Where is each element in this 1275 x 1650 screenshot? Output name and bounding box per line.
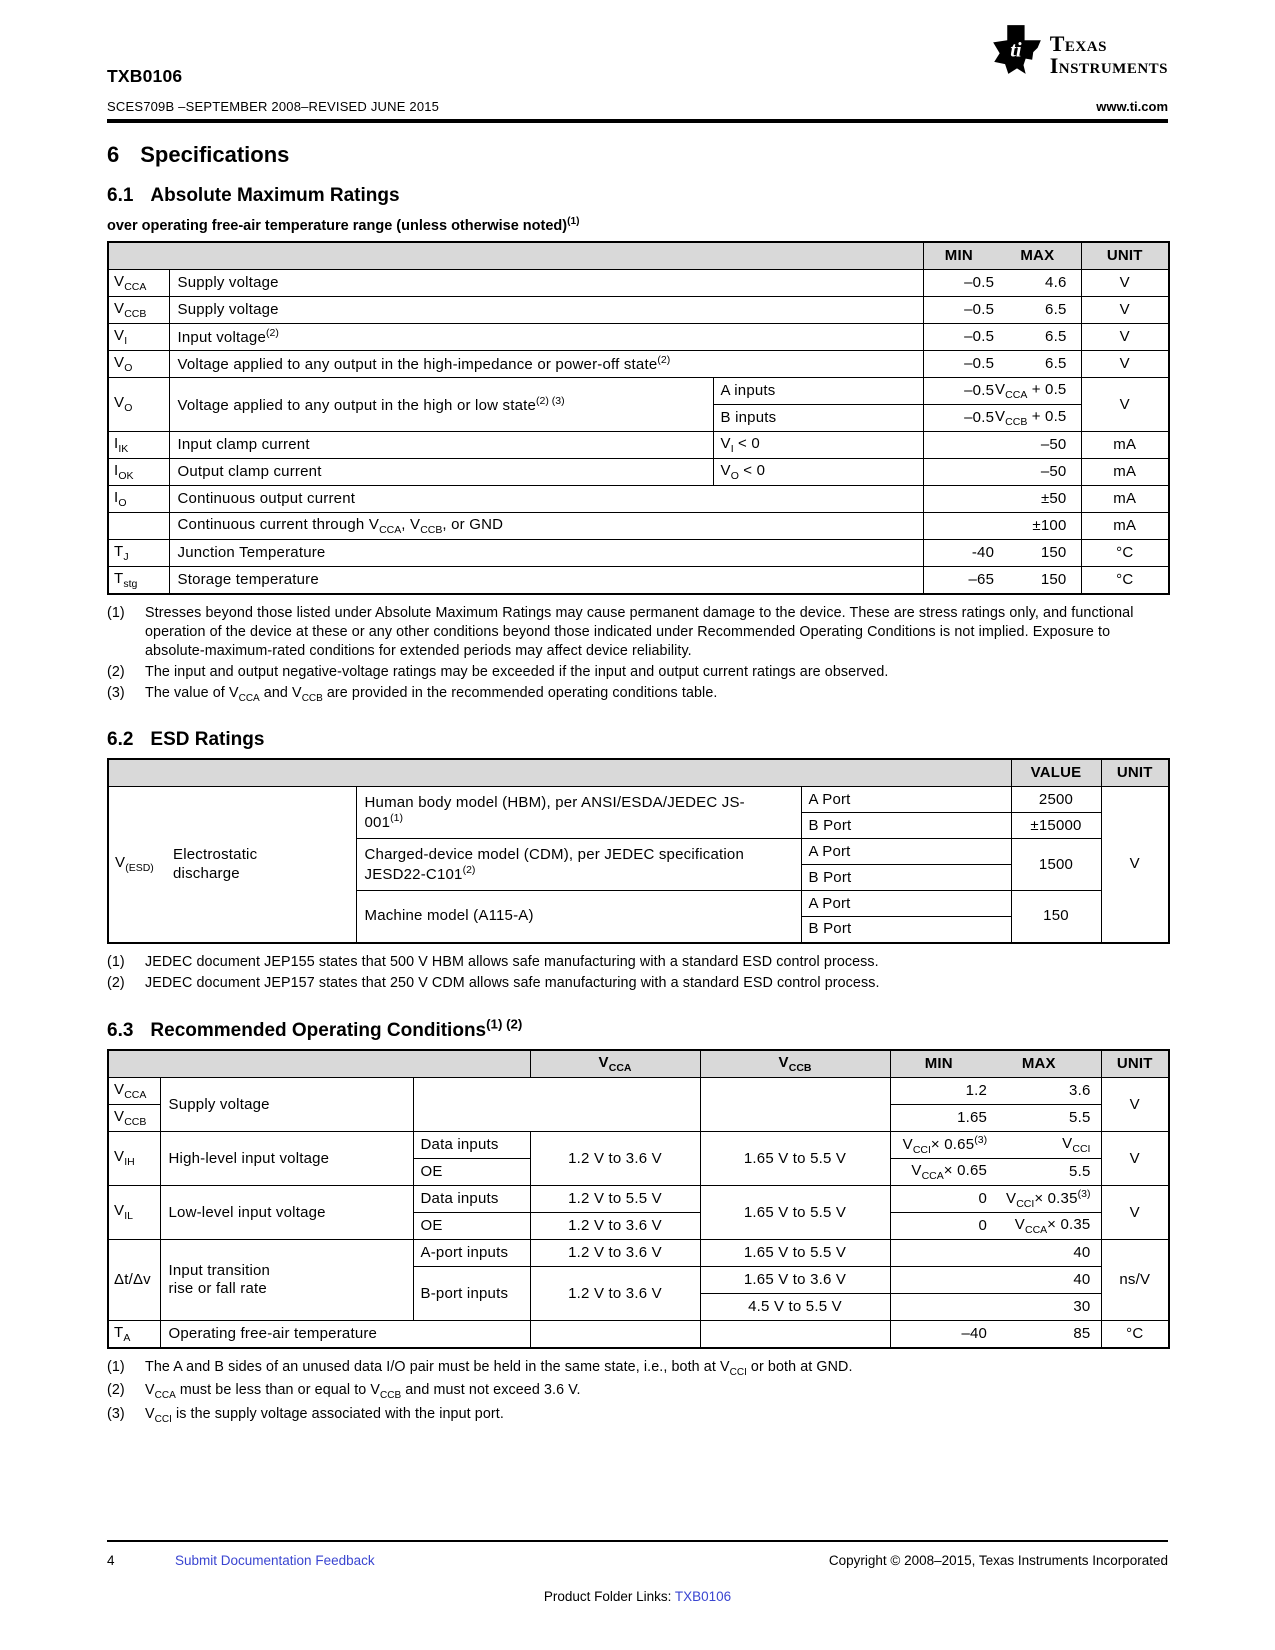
cell-condition: A inputs <box>713 378 923 405</box>
cell-min-max <box>923 270 1081 297</box>
cell-symbol: $V_I$ <box>108 324 169 351</box>
footnote-number: (2) <box>107 974 125 991</box>
cell-condition: OE <box>413 1213 530 1240</box>
ti-logo-line1: Texas <box>1049 31 1107 56</box>
footnote-number: (3) <box>107 1405 125 1422</box>
cell-condition: OE <box>413 1159 530 1186</box>
min-header: MIN <box>944 246 973 264</box>
cell-min-max <box>890 1132 1101 1159</box>
copyright-text: Copyright © 2008–2015, Texas Instruments Incorporated <box>828 1553 1168 1568</box>
cell-condition: $V_O < 0$ <box>713 459 923 486</box>
cell-min-max <box>923 540 1081 567</box>
cell-symbol: $V_{CCB}$ <box>108 1105 160 1132</box>
cell-unit: V <box>1101 1078 1169 1132</box>
footnote <box>107 684 1168 705</box>
section-number: 6.2 <box>107 728 134 750</box>
cell-unit: ns/V <box>1101 1240 1169 1321</box>
cell-min-max <box>923 567 1081 595</box>
cell-min-max <box>923 405 1081 432</box>
cell-parameter: Continuous output current <box>169 486 923 513</box>
table-header-row <box>108 242 1169 270</box>
cell-parameter: Operating free-air temperature <box>160 1321 530 1349</box>
cell-vcca-range: 1.2 V to 3.6 V <box>530 1132 700 1186</box>
cell-vccb-range: 1.65 V to 5.5 V <box>700 1132 890 1186</box>
table-row <box>108 1132 1169 1159</box>
min-header: MIN <box>924 1054 953 1072</box>
cell-unit: mA <box>1081 486 1169 513</box>
cell-unit: °C <box>1101 1321 1169 1349</box>
section-title: Recommended Operating Conditions$^{(1) (2)}$ <box>150 1016 523 1041</box>
cell-unit: V <box>1081 378 1169 432</box>
max-value: 40 <box>1073 1244 1091 1262</box>
cell-parameter: Output clamp current <box>169 459 713 486</box>
min-value: 1.2 <box>965 1082 988 1100</box>
cell-symbol: $I_{OK}$ <box>108 459 169 486</box>
amr-subtitle: over operating free-air temperature range (unless otherwise noted)$^{(1)}$ <box>107 216 580 234</box>
product-folder-prefix: Product Folder Links: <box>543 1589 675 1604</box>
cell-vccb-range <box>700 1078 890 1132</box>
max-value: ±100 <box>1032 517 1067 535</box>
svg-text:ti: ti <box>1009 39 1022 62</box>
cell-vcca-range: 1.2 V to 5.5 V <box>530 1186 700 1213</box>
doc-number-revision: SCES709B –SEPTEMBER 2008–REVISED JUNE 2015 <box>107 99 440 114</box>
submit-documentation-feedback-link[interactable]: Submit Documentation Feedback <box>175 1553 375 1568</box>
footnote-number: (2) <box>107 663 125 680</box>
table-row <box>108 486 1169 513</box>
max-value: $V_{CCI}$ <box>1062 1134 1091 1155</box>
recommended-operating-conditions-table <box>107 1049 1170 1350</box>
header-cell-unit: UNIT <box>1081 242 1169 270</box>
cell-vccb-range: 1.65 V to 5.5 V <box>700 1186 890 1240</box>
cell-symbol: $I_O$ <box>108 486 169 513</box>
cell-unit: V <box>1081 351 1169 378</box>
cell-port: B Port <box>801 865 1011 891</box>
product-folder-line <box>0 1589 1275 1604</box>
section-heading-specifications <box>107 142 1168 168</box>
ti-logo <box>991 24 1168 78</box>
section-heading-recommended-operating-conditions <box>107 1017 1168 1042</box>
cell-min-max <box>890 1213 1101 1240</box>
cell-symbol: $V_{IH}$ <box>108 1132 160 1186</box>
cell-value: ±15000 <box>1011 813 1101 839</box>
min-value: –0.5 <box>964 301 995 319</box>
min-value: $V_{CCI}\times 0.65^{(3)}$ <box>902 1133 988 1156</box>
cell-min-max <box>890 1105 1101 1132</box>
cell-min-max <box>890 1240 1101 1267</box>
cell-min-max <box>923 432 1081 459</box>
cell-vccb-range <box>700 1321 890 1349</box>
cell-parameter: Low-level input voltage <box>160 1186 413 1240</box>
footnote <box>107 604 1168 661</box>
table-row <box>108 540 1169 567</box>
cell-condition: $V_I < 0$ <box>713 432 923 459</box>
min-value: -40 <box>971 544 995 562</box>
cell-condition: B inputs <box>713 405 923 432</box>
footer <box>107 1553 1168 1568</box>
cell-min-max <box>890 1267 1101 1294</box>
cell-min-max <box>923 486 1081 513</box>
cell-symbol: $V_{CCA}$ <box>108 1078 160 1105</box>
cell-vccb-range: 1.65 V to 5.5 V <box>700 1240 890 1267</box>
footnote <box>107 974 1168 993</box>
cell-vccb-range: 1.65 V to 3.6 V <box>700 1267 890 1294</box>
header-cell-value: VALUE <box>1011 759 1101 787</box>
max-value: 5.5 <box>1069 1163 1091 1181</box>
max-value: 30 <box>1073 1298 1091 1316</box>
cell-min-max <box>923 459 1081 486</box>
max-value: 5.5 <box>1069 1109 1091 1127</box>
header-cell-vcca: $V_{CCA}$ <box>530 1050 700 1078</box>
cell-parameter: Supply voltage <box>169 297 923 324</box>
cell-condition: B-port inputs <box>413 1267 530 1321</box>
cell-parameter <box>160 1240 413 1321</box>
cell-min-max <box>890 1186 1101 1213</box>
max-value: $V_{CCB} + 0.5$ <box>994 407 1067 428</box>
cell-symbol: $V_O$ <box>108 351 169 378</box>
cell-unit: mA <box>1081 432 1169 459</box>
website-link[interactable]: www.ti.com <box>1096 99 1168 114</box>
header-rule <box>107 119 1168 123</box>
cell-parameter: Input clamp current <box>169 432 713 459</box>
footnote-text: The input and output negative-voltage ratings may be exceeded if the input and output current ratings are observed. <box>145 663 889 680</box>
cell-symbol: $V_{CCB}$ <box>108 297 169 324</box>
cell-min-max <box>890 1294 1101 1321</box>
min-value: –65 <box>968 571 995 589</box>
roc-footnotes <box>107 1358 1168 1425</box>
product-folder-link[interactable]: TXB0106 <box>674 1589 732 1604</box>
table-row <box>108 567 1169 595</box>
cell-vcca-range: 1.2 V to 3.6 V <box>530 1213 700 1240</box>
part-number: TXB0106 <box>107 66 183 86</box>
cell-unit: V <box>1101 1186 1169 1240</box>
cell-symbol-description <box>108 787 356 943</box>
cell-min-max <box>890 1159 1101 1186</box>
min-value: –0.5 <box>964 328 995 346</box>
cell-parameter: Continuous current through $V_{CCA}$, $V_{CCB}$, or GND <box>169 513 923 540</box>
table-row <box>108 432 1169 459</box>
cell-unit: °C <box>1081 540 1169 567</box>
cell-vcca-range <box>530 1321 700 1349</box>
table-header-row <box>108 759 1169 787</box>
cell-unit: V <box>1101 1132 1169 1186</box>
max-value: $V_{CCA}\times 0.35$ <box>1014 1215 1091 1236</box>
absolute-maximum-ratings-table <box>107 241 1170 596</box>
parameter-line: rise or fall rate <box>168 1280 267 1298</box>
cell-unit: V <box>1101 787 1169 943</box>
cell-min-max <box>923 378 1081 405</box>
section-heading-absolute-maximum-ratings <box>107 185 1168 207</box>
min-value: –0.5 <box>964 409 995 427</box>
footnote-number: (1) <box>107 605 125 622</box>
footnote-text: JEDEC document JEP155 states that 500 V HBM allows safe manufacturing with a standard ESD control process. <box>145 953 879 970</box>
table-row <box>108 324 1169 351</box>
max-value: –50 <box>1040 463 1067 481</box>
footnote <box>107 1405 1168 1426</box>
footnote-text: JEDEC document JEP157 states that 250 V CDM allows safe manufacturing with a standard ESD control process. <box>145 974 880 991</box>
cell-min-max <box>923 351 1081 378</box>
max-value: 3.6 <box>1069 1082 1091 1100</box>
footnote-text: The A and B sides of an unused data I/O pair must be held in the same state, i.e., both at $V_{CCI}$ or both at GND. <box>145 1359 853 1379</box>
min-value: –40 <box>961 1325 988 1343</box>
cell-unit: V <box>1081 297 1169 324</box>
min-value: 0 <box>978 1217 988 1235</box>
cell-value: 150 <box>1011 891 1101 943</box>
cell-vcca-range: 1.2 V to 3.6 V <box>530 1240 700 1267</box>
table-row <box>108 297 1169 324</box>
footnote-text: The value of $V_{CCA}$ and $V_{CCB}$ are provided in the recommended operating conditions table. <box>145 684 718 704</box>
cell-symbol: $V_{IL}$ <box>108 1186 160 1240</box>
ti-logo-line2: Instruments <box>1049 53 1168 79</box>
max-value: $V_{CCI}\times 0.35^{(3)}$ <box>1006 1187 1091 1210</box>
cell-symbol: $V_O$ <box>108 378 169 432</box>
min-value: –0.5 <box>964 355 995 373</box>
table-row <box>108 1240 1169 1267</box>
cell-unit: V <box>1081 324 1169 351</box>
cell-min-max <box>923 513 1081 540</box>
min-value: –0.5 <box>964 382 995 400</box>
cell-unit: V <box>1081 270 1169 297</box>
cell-parameter: Voltage applied to any output in the high-impedance or power-off state$^{(2)}$ <box>169 351 923 378</box>
section-number: 6.1 <box>107 185 134 206</box>
max-value: –50 <box>1040 436 1067 454</box>
min-value: $V_{CCA}\times 0.65$ <box>911 1161 988 1182</box>
table-row <box>108 378 1169 405</box>
amr-footnotes <box>107 604 1168 705</box>
footnote-number: (3) <box>107 684 125 701</box>
cell-parameter: Supply voltage <box>160 1078 413 1132</box>
footnote-number: (2) <box>107 1382 125 1399</box>
table-row <box>108 787 1169 813</box>
table-row <box>108 1186 1169 1213</box>
cell-port: A Port <box>801 787 1011 813</box>
max-value: $V_{CCA} + 0.5$ <box>994 380 1067 401</box>
cell-value: 1500 <box>1011 839 1101 891</box>
max-value: 6.5 <box>1045 301 1067 319</box>
footnote-number: (1) <box>107 953 125 970</box>
section-title: Specifications <box>140 142 290 167</box>
cell-condition: Data inputs <box>413 1132 530 1159</box>
cell-port: A Port <box>801 891 1011 917</box>
table-header-row <box>108 1050 1169 1078</box>
cell-condition: A-port inputs <box>413 1240 530 1267</box>
cell-min-max <box>890 1078 1101 1105</box>
cell-port: A Port <box>801 839 1011 865</box>
min-value: 0 <box>978 1190 988 1208</box>
cell-parameter: Supply voltage <box>169 270 923 297</box>
cell-symbol: $T_J$ <box>108 540 169 567</box>
table-row <box>108 1078 1169 1105</box>
cell-unit: mA <box>1081 459 1169 486</box>
max-value: 40 <box>1073 1271 1091 1289</box>
section-title: ESD Ratings <box>150 728 265 750</box>
cell-model: Human body model (HBM), per ANSI/ESDA/JEDEC JS-001$^{(1)}$ <box>356 787 801 839</box>
max-value: ±50 <box>1040 490 1067 508</box>
max-value: 150 <box>1040 544 1067 562</box>
cell-value: 2500 <box>1011 787 1101 813</box>
header-cell-min-max <box>890 1050 1101 1078</box>
footer-rule <box>107 1540 1168 1542</box>
masthead <box>107 0 1168 124</box>
header-cell-min-max <box>923 242 1081 270</box>
max-value: 150 <box>1040 571 1067 589</box>
section-heading-esd-ratings <box>107 729 1168 751</box>
cell-vcca-range <box>413 1078 700 1132</box>
table-row <box>108 270 1169 297</box>
cell-symbol <box>108 513 169 540</box>
max-value: 85 <box>1073 1325 1091 1343</box>
header-cell-unit: UNIT <box>1101 759 1169 787</box>
cell-min-max <box>923 324 1081 351</box>
esd-footnotes <box>107 953 1168 993</box>
footnote-number: (1) <box>107 1359 125 1376</box>
parameter-line: Input transition <box>168 1262 271 1280</box>
cell-condition: Data inputs <box>413 1186 530 1213</box>
min-value: –0.5 <box>964 274 995 292</box>
esd-description: Electrostatic discharge <box>173 846 258 882</box>
cell-port: B Port <box>801 917 1011 943</box>
footnote-text: $V_{CCI}$ is the supply voltage associated with the input port. <box>145 1405 504 1425</box>
header-cell-blank <box>108 759 1011 787</box>
cell-parameter: Voltage applied to any output in the high or low state$^{(2) (3)}$ <box>169 378 713 432</box>
header-cell-vccb: $V_{CCB}$ <box>700 1050 890 1078</box>
esd-ratings-table <box>107 758 1170 944</box>
table-row <box>108 513 1169 540</box>
max-header: MAX <box>1021 1054 1056 1072</box>
cell-parameter: Input voltage$^{(2)}$ <box>169 324 923 351</box>
cell-model: Charged-device model (CDM), per JEDEC specification JESD22-C101$^{(2)}$ <box>356 839 801 891</box>
cell-parameter: Junction Temperature <box>169 540 923 567</box>
cell-symbol: $I_{IK}$ <box>108 432 169 459</box>
max-value: 4.6 <box>1045 274 1067 292</box>
cell-model: Machine model (A115-A) <box>356 891 801 943</box>
ti-logo-text <box>1050 24 1168 78</box>
section-number: 6.3 <box>107 1019 134 1041</box>
header-cell-blank <box>108 1050 530 1078</box>
cell-symbol: $V_{CCA}$ <box>108 270 169 297</box>
footnote <box>107 663 1168 682</box>
footnote <box>107 1358 1168 1379</box>
cell-symbol: Δt/Δv <box>108 1240 160 1321</box>
page-number: 4 <box>107 1553 115 1568</box>
esd-symbol: $V_{(ESD)}$ <box>115 854 154 875</box>
cell-vcca-range: 1.2 V to 3.6 V <box>530 1267 700 1321</box>
cell-port: B Port <box>801 813 1011 839</box>
section-title: Absolute Maximum Ratings <box>150 185 400 206</box>
max-value: 6.5 <box>1045 355 1067 373</box>
cell-symbol: $T_A$ <box>108 1321 160 1349</box>
cell-symbol: $T_{stg}$ <box>108 567 169 595</box>
footnote-text: $V_{CCA}$ must be less than or equal to $V_{CCB}$ and must not exceed 3.6 V. <box>145 1382 581 1402</box>
footnote <box>107 953 1168 972</box>
cell-vccb-range: 4.5 V to 5.5 V <box>700 1294 890 1321</box>
header-cell-unit: UNIT <box>1101 1050 1169 1078</box>
min-value: 1.65 <box>957 1109 988 1127</box>
cell-unit: mA <box>1081 513 1169 540</box>
max-value: 6.5 <box>1045 328 1067 346</box>
header-cell-blank <box>108 242 923 270</box>
footnote-text: Stresses beyond those listed under Absolute Maximum Ratings may cause permanent damage to the device. These are stress ratings only, and functional operation of the device at these or any other conditions beyond those indicated under Recommended Operating Conditions is not implied. Exposure to absolute-maximum-rated conditions for extended periods may affect device reliability. <box>145 605 1134 660</box>
cell-min-max <box>923 297 1081 324</box>
max-header: MAX <box>1020 246 1055 264</box>
table-row <box>108 459 1169 486</box>
table-row <box>108 351 1169 378</box>
ti-logo-icon <box>991 24 1043 76</box>
cell-unit: °C <box>1081 567 1169 595</box>
cell-parameter: High-level input voltage <box>160 1132 413 1186</box>
table-row <box>108 1321 1169 1349</box>
cell-min-max <box>890 1321 1101 1349</box>
section-number: 6 <box>107 142 120 167</box>
footnote <box>107 1381 1168 1402</box>
cell-parameter: Storage temperature <box>169 567 923 595</box>
